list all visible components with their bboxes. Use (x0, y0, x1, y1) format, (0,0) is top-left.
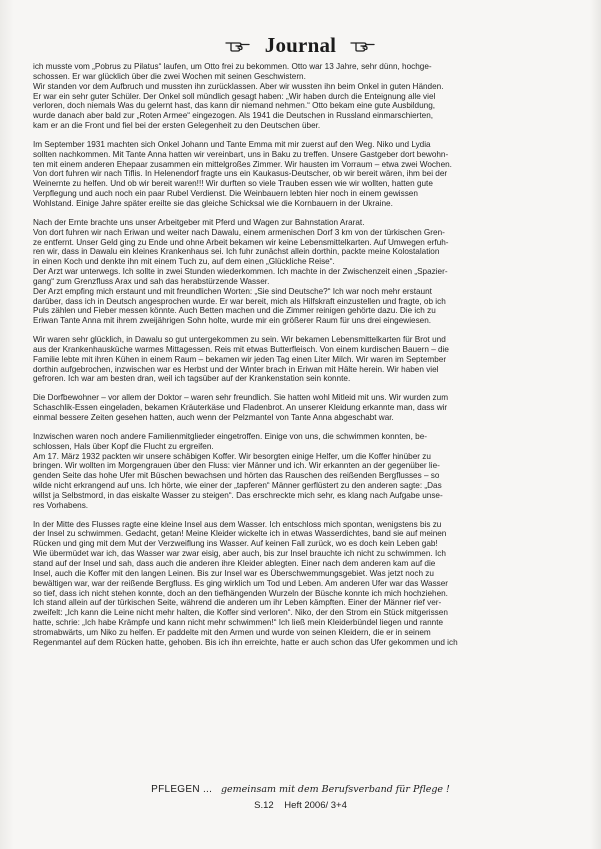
text-line: Wir standen vor dem Aufbruch und mussten ihn zurücklassen. Aber wir wussten ihn beim Onkel in guten Händen. (33, 81, 444, 91)
text-line: Die Dorfbewohner – vor allem der Doktor – waren sehr freundlich. Sie hatten wohl Mitleid mit uns. Wir wurden zum (33, 393, 449, 403)
text-line: Nach der Ernte brachte uns unser Arbeitgeber mit Pferd und Wagen zur Bahnstation Ararat. (33, 217, 365, 227)
text-line: hatte, schrie: „Ich habe Krämpfe und kann nicht mehr schwimmen!“ Ich ließ mein Kleiderbündel liegen und rannte (33, 618, 444, 628)
text-line: bringen. Wir wollten im Morgengrauen über den Fluss: vier Männer und ich. Wir erkannten an der gegenüber lie- (33, 461, 440, 471)
article-paragraph (33, 62, 560, 131)
article-paragraph (33, 140, 560, 209)
text-line: Verpflegung und auch noch ein paar Rubel Verdienst. Die Weinbauern lebten hier noch in einem gewissen (33, 189, 418, 199)
pointing-hand-icon (225, 38, 251, 52)
page-number: S.12 (254, 800, 274, 811)
text-line: Regenmantel auf dem Rücken hatte, gehoben. Bis ich ihn erreichte, hatte er auch schon das Ufer gekommen und ich (33, 637, 458, 647)
text-line: Weinernte zu helfen. Und ob wir bereit waren!!! Wir durften so viele Trauben essen wie wir wollten, hatten gute (33, 179, 433, 189)
text-line: stand auf der Insel und sah, dass auch die anderen ihre Kleider ablegten. Einer nach dem anderen kam auf die (33, 558, 436, 568)
text-line: in einen Koch und denkte ihn mit einem Tuch zu, auf dem einen „Glückliche Reise“. (33, 257, 335, 267)
footer-page-info (0, 800, 601, 811)
text-line: Eriwan Tante Anna mit ihrem zweijährigen Sohn holte, wurde mir ein größerer Raum für uns drei eingewiesen. (33, 316, 432, 326)
journal-title: Journal (264, 32, 337, 57)
pointing-hand-icon (350, 38, 376, 52)
footer-slogan: gemeinsam mit dem Berufsverband für Pflege ! (220, 784, 450, 795)
page-header (0, 32, 601, 58)
text-line: einmal bessere Zeiten gesehen hatten, auch wenn der Pelzmantel von Tante Anna abgeschabt war. (33, 413, 394, 422)
text-line: Familie lebte mit ihren Kühen in einem Raum – bekamen wir jeden Tag einen Liter Milch. Wir waren im September (33, 354, 447, 364)
article-paragraph (33, 520, 560, 648)
text-line: Von dort fuhren wir nach Tiflis. In Helenendorf fragte uns ein Kaukasus-Deutscher, ob wir bereit wären, ihm bei der (33, 169, 448, 179)
text-line: Wir waren sehr glücklich, in Dawalu so gut untergekommen zu sein. Wir bekamen Lebensmittelkarten für Brot und (33, 335, 446, 345)
article-paragraph (33, 218, 560, 326)
text-line: der Insel zu schwimmen. Gedacht, getan! Meine Kleider wickelte ich in etwas Wasserdichtes, band sie auf meinen (33, 529, 447, 539)
text-line: Von dort fuhren wir nach Eriwan und weiter nach Dawalu, einem armenischen Dorf 3 km von der türkischen Gren- (33, 227, 445, 237)
text-line: sollten nachkommen. Mit Tante Anna hatten wir vereinbart, uns in Baku zu treffen. Unsere Gastgeber dort bewohn- (33, 149, 449, 159)
text-line: ze entfernt. Unser Geld ging zu Ende und ohne Arbeit bekamen wir keine Lebensmittelkarten. Auf Umwegen erfuh- (33, 237, 449, 247)
text-line: zweifelt: „Ich kann die Leine nicht mehr halten, die Koffer sind verloren“. Niko, der den Strom ein Stück mitgerissen (33, 608, 448, 618)
text-line: Der Arzt empfing mich erstaunt und mit freundlichen Worten: „Sie sind Deutsche?“ Ich war noch mehr erstaunt (33, 286, 432, 296)
text-line: Rücken und ging mit dem Mut der Verzweiflung ins Wasser. Auf keinen Fall zurück, wo es doch kein Leben gab! (33, 539, 438, 549)
text-line: Der Arzt war unterwegs. Ich sollte in zwei Stunden wiederkommen. Ich machte in der Zwischenzeit einen „Spazier- (33, 267, 448, 277)
text-line: wilde nicht erkrangend auf uns. Ich hörte, wie einer der „tapferen“ Männer gerflüstert zu den anderen sagte: „Das (33, 481, 442, 491)
text-line: Insel, auch die Koffer mit den langen Leinen. Bis zur Insel war es Überschwemmungsgebiet. Was jetzt noch zu (33, 568, 434, 578)
article-paragraph (33, 393, 560, 423)
text-line: aus der Krankenhausküche warmes Mittagessen. Reis mit etwas Butterfleisch. Von einem kurdischen Bauern – die (33, 344, 449, 354)
text-line: willst ja Selbstmord, in das eiskalte Wasser zu steigen“. Das erschreckte mich sehr, es klang nach Aufgabe unse- (33, 490, 443, 500)
text-line: gefroren. Ich war am besten dran, weil ich tagsüber auf der Krankenstation sein konnte. (33, 374, 351, 384)
text-line: gang“ zum Grenzfluss Arax und sah das herabstürzende Wasser. (33, 276, 270, 286)
issue-label: Heft 2006/ 3+4 (284, 800, 347, 811)
footer-tagline (0, 784, 601, 795)
text-line: Am 17. März 1932 packten wir unsere schäbigen Koffer. Wir besorgten einige Helfer, um die Koffer hinüber zu (33, 451, 431, 461)
text-line: kam er an die Front und fiel bei der ersten Gelegenheit zu den Deutschen über. (33, 121, 321, 131)
text-line: res Vorhabens. (33, 500, 89, 510)
text-line: Er war ein sehr guter Schüler. Der Onkel soll mündlich gesagt haben: „Wir haben durch die Enteignung alle viel (33, 91, 436, 101)
text-line: schlossen, Hals über Kopf die Flucht zu ergreifen. (33, 441, 214, 451)
text-line: Schaschlik-Essen eingeladen, bekamen Kräuterkäse und Fladenbrot. An unserer Kleidung erkannte man, dass wir (33, 403, 448, 413)
article-paragraph (33, 335, 560, 384)
text-line: ten mit einem anderen Ehepaar zusammen ein mittelgroßes Zimmer. Wir hausten im Vorraum – etwa zwei Wochen. (33, 159, 452, 169)
text-line: schossen. Er war glücklich über die zwei Wochen mit seinen Geschwistern. (33, 71, 306, 81)
text-line: ren wir, dass in Dawalu ein kleines Krankenhaus sei. Ich fuhr zunächst allein dorthin, packte meine Kolostalation (33, 247, 440, 257)
text-line: Im September 1931 machten sich Onkel Johann und Tante Emma mit mir zuerst auf den Weg. Niko und Lydia (33, 139, 431, 149)
text-line: In der Mitte des Flusses ragte eine kleine Insel aus dem Wasser. Ich entschloss mich spontan, wenigstens bis zu (33, 519, 442, 529)
text-line: ich musste vom „Pobrus zu Pilatus“ laufen, um Otto frei zu bekommen. Otto war 13 Jahre, sehr dünn, hochge- (33, 62, 432, 71)
text-line: dorthin aufgebrochen, inzwischen war es Herbst und der Winter brach in Eriwan mit Hälte herein. Wir haben viel (33, 364, 439, 374)
footer-brand: PFLEGEN ... (151, 784, 213, 795)
text-line: stromabwärts, um Niko zu helfen. Er paddelte mit den Armen und wurde von seinen Kleidern, die er in seinem (33, 627, 431, 637)
article-body (33, 62, 560, 657)
text-line: Puls zählen und Fieber messen könnte. Auch Betten machen und die Zimmer reinigen gehörte dazu. Die ich zu (33, 306, 436, 316)
text-line: Wie übermüdet war ich, das Wasser war zwar eisig, aber auch, bis zur Insel brauchte ich nicht zu schwimmen. Ich (33, 549, 446, 559)
text-line: darüber, dass ich in Deutsch angesprochen wurde. Er war bereit, mich als Hilfskraft einzustellen und fragte, ob ich (33, 296, 446, 306)
text-line: bewältigen war, war der reißende Bergfluss. Es ging wirklich um Tod und Leben. Am anderen Ufer war das Wasser (33, 578, 449, 588)
article-paragraph (33, 432, 560, 511)
text-line: genden Seite das hohe Ufer mit Büschen bewachsen und hörten das Rauschen des reißenden Bergflusses – so (33, 471, 440, 481)
text-line: verloren, doch niemals Was du gelernt hast, das kann dir niemand nehmen.“ Otto bekam eine gute Ausbildung, (33, 101, 436, 111)
text-line: Inzwischen waren noch andere Familienmitglieder eingetroffen. Einige von uns, die schwimmen konnten, be- (33, 431, 427, 441)
text-line: Ich stand allein auf der türkischen Seite, während die anderen um ihr Leben kämpften. Einer der Männer rief ver- (33, 598, 442, 608)
text-line: Wohlstand. Einige Jahre später ereilte sie das gleiche Schicksal wie die Kornbauern in der Ukraine. (33, 198, 393, 208)
text-line: wurde danach aber bald zur „Roten Armee“ eingezogen. Als 1941 die Deutschen in Russland einmarschierten, (33, 111, 434, 121)
text-line: so tief, dass ich nicht stehen konnte, doch an den tiefhängenden Wurzeln der Büsche konnte ich mich hochziehen. (33, 588, 448, 598)
